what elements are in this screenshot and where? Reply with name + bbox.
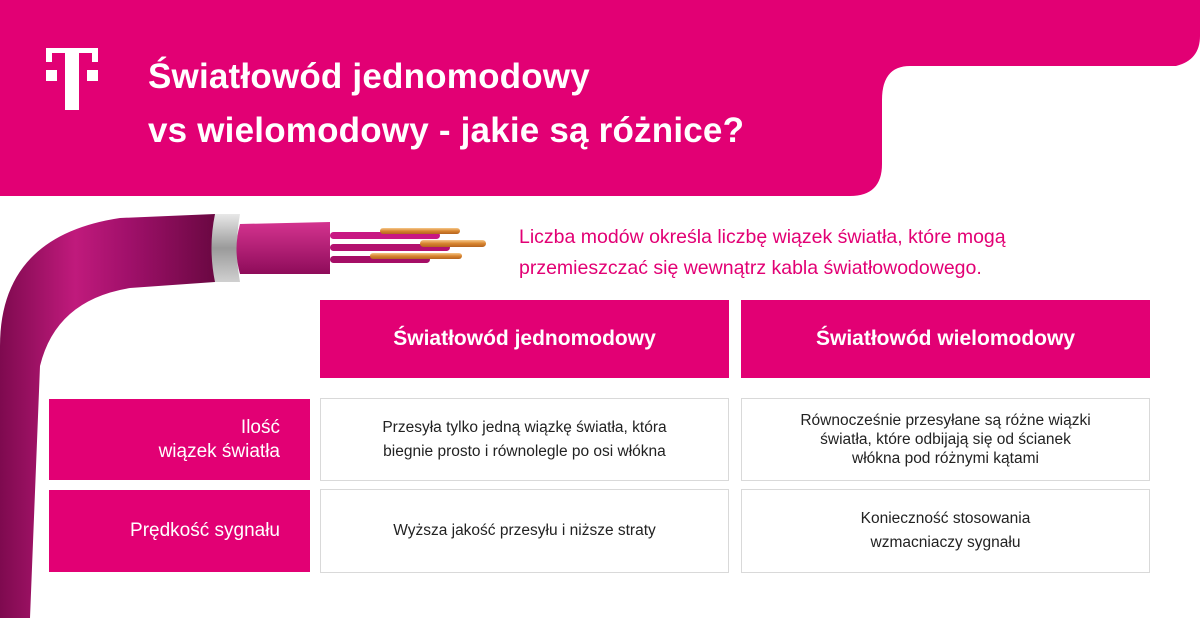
cell-text-line: Konieczność stosowania	[860, 510, 1031, 527]
cell-text-line: Równocześnie przesyłane są różne wiązki	[800, 412, 1091, 429]
cell-text-line: włókna pod różnymi kątami	[852, 450, 1039, 467]
cell-light-beams-multi-mode	[741, 398, 1150, 481]
cell-text-line: Przesyła tylko jedną wiązkę światła, która	[382, 418, 667, 436]
row-label-light-beams-line-2: wiązek światła	[158, 440, 280, 462]
title-line-1: Światłowód jednomodowy	[148, 57, 590, 96]
cell-signal-speed-single-mode	[320, 489, 729, 573]
column-header-multi-mode	[741, 300, 1150, 378]
row-label-signal-speed-text: Prędkość sygnału	[130, 520, 280, 541]
column-header-multi-mode-label: Światłowód wielomodowy	[815, 327, 1075, 350]
row-label-light-beams	[49, 399, 310, 480]
telekom-t-icon	[46, 48, 98, 110]
title-line-2: vs wielomodowy - jakie są różnice?	[148, 111, 745, 150]
row-label-signal-speed	[49, 490, 310, 572]
column-header-single-mode	[320, 300, 729, 378]
intro-line-1: Liczba modów określa liczbę wiązek światła, które mogą	[519, 226, 1006, 248]
cell-text-line: światła, które odbijają się od ścianek	[820, 431, 1071, 448]
column-header-single-mode-label: Światłowód jednomodowy	[393, 327, 656, 350]
row-label-light-beams-line-1: Ilość	[240, 416, 280, 438]
intro-line-2: przemieszczać się wewnątrz kabla światłowodowego.	[519, 257, 982, 279]
intro-text	[519, 222, 1159, 284]
page-title	[148, 50, 744, 158]
cell-text-line: Wyższa jakość przesyłu i niższe straty	[393, 522, 656, 539]
cell-text-line: wzmacniaczy sygnału	[870, 534, 1021, 551]
cell-light-beams-single-mode	[320, 398, 729, 481]
cell-text-line: biegnie prosto i równolegle po osi włókna	[383, 442, 666, 460]
cell-signal-speed-multi-mode	[741, 489, 1150, 573]
